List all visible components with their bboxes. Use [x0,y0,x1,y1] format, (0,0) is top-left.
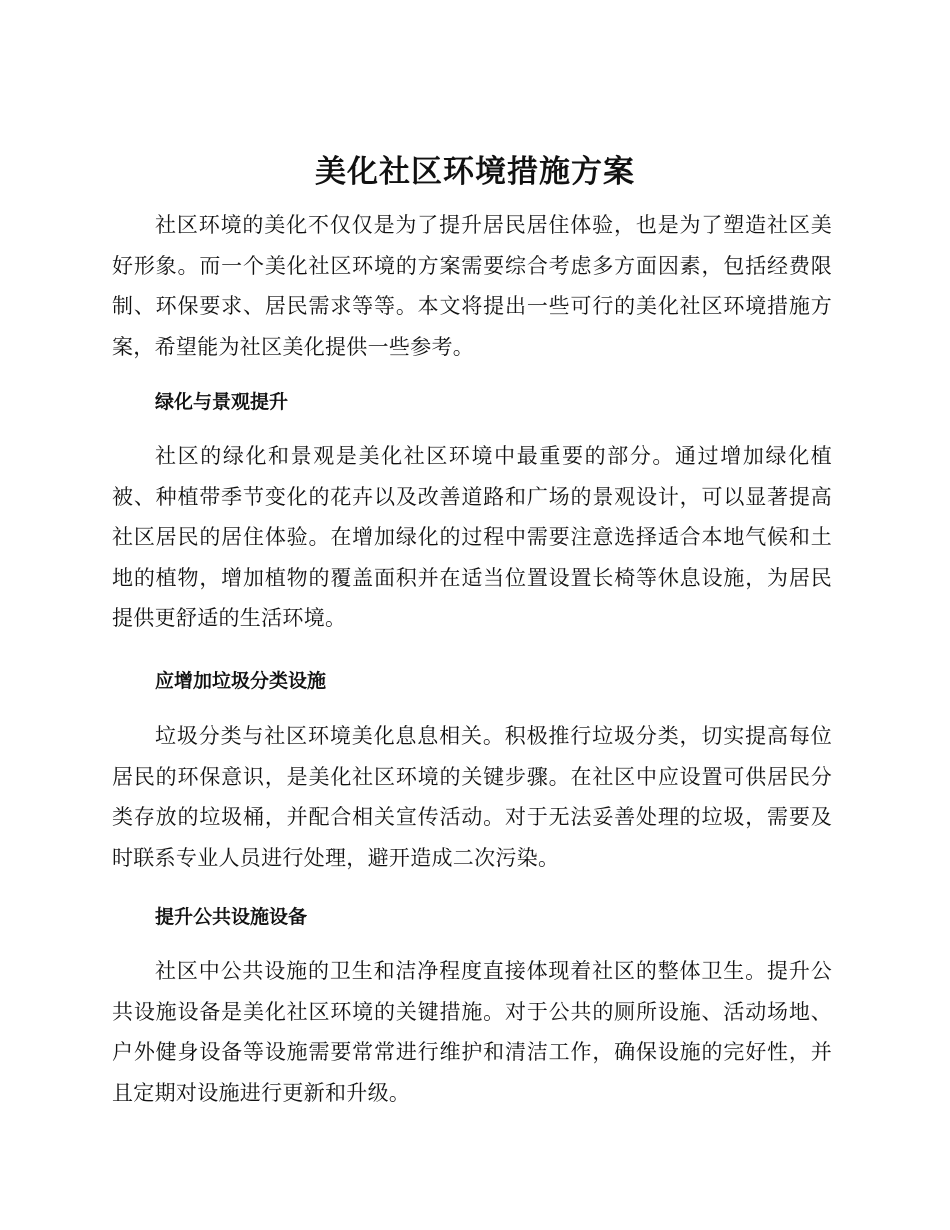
section-heading-waste-sorting: 应增加垃圾分类设施 [155,670,327,692]
section-body-greening: 社区的绿化和景观是美化社区环境中最重要的部分。通过增加绿化植被、种植带季节变化的花卉以及改善道路和广场的景观设计，可以显著提高社区居民的居住体验。在增加绿化的过程中需要注意选择适合本地气候和土地的植物，增加植物的覆盖面积并在适当位置设置长椅等休息设施，为居民提供更舒适的生活环境。 [112,444,832,630]
document-title: 美化社区环境措施方案 [315,154,635,190]
section-heading-public-facilities: 提升公共设施设备 [155,906,308,928]
section-body-public-facilities: 社区中公共设施的卫生和洁净程度直接体现着社区的整体卫生。提升公共设施设备是美化社区环境的关键措施。对于公共的厕所设施、活动场地、户外健身设备等设施需要常常进行维护和清洁工作，确保设施的完好性，并且定期对设施进行更新和升级。 [112,959,832,1105]
intro-paragraph: 社区环境的美化不仅仅是为了提升居民居住体验，也是为了塑造社区美好形象。而一个美化社区环境的方案需要综合考虑多方面因素，包括经费限制、环保要求、居民需求等等。本文将提出一些可行的美化社区环境措施方案，希望能为社区美化提供一些参考。 [112,213,832,359]
section-body-waste-sorting: 垃圾分类与社区环境美化息息相关。积极推行垃圾分类，切实提高每位居民的环保意识，是美化社区环境的关键步骤。在社区中应设置可供居民分类存放的垃圾桶，并配合相关宣传活动。对于无法妥善处理的垃圾，需要及时联系专业人员进行处理，避开造成二次污染。 [112,724,832,870]
section-heading-greening: 绿化与景观提升 [155,391,289,413]
